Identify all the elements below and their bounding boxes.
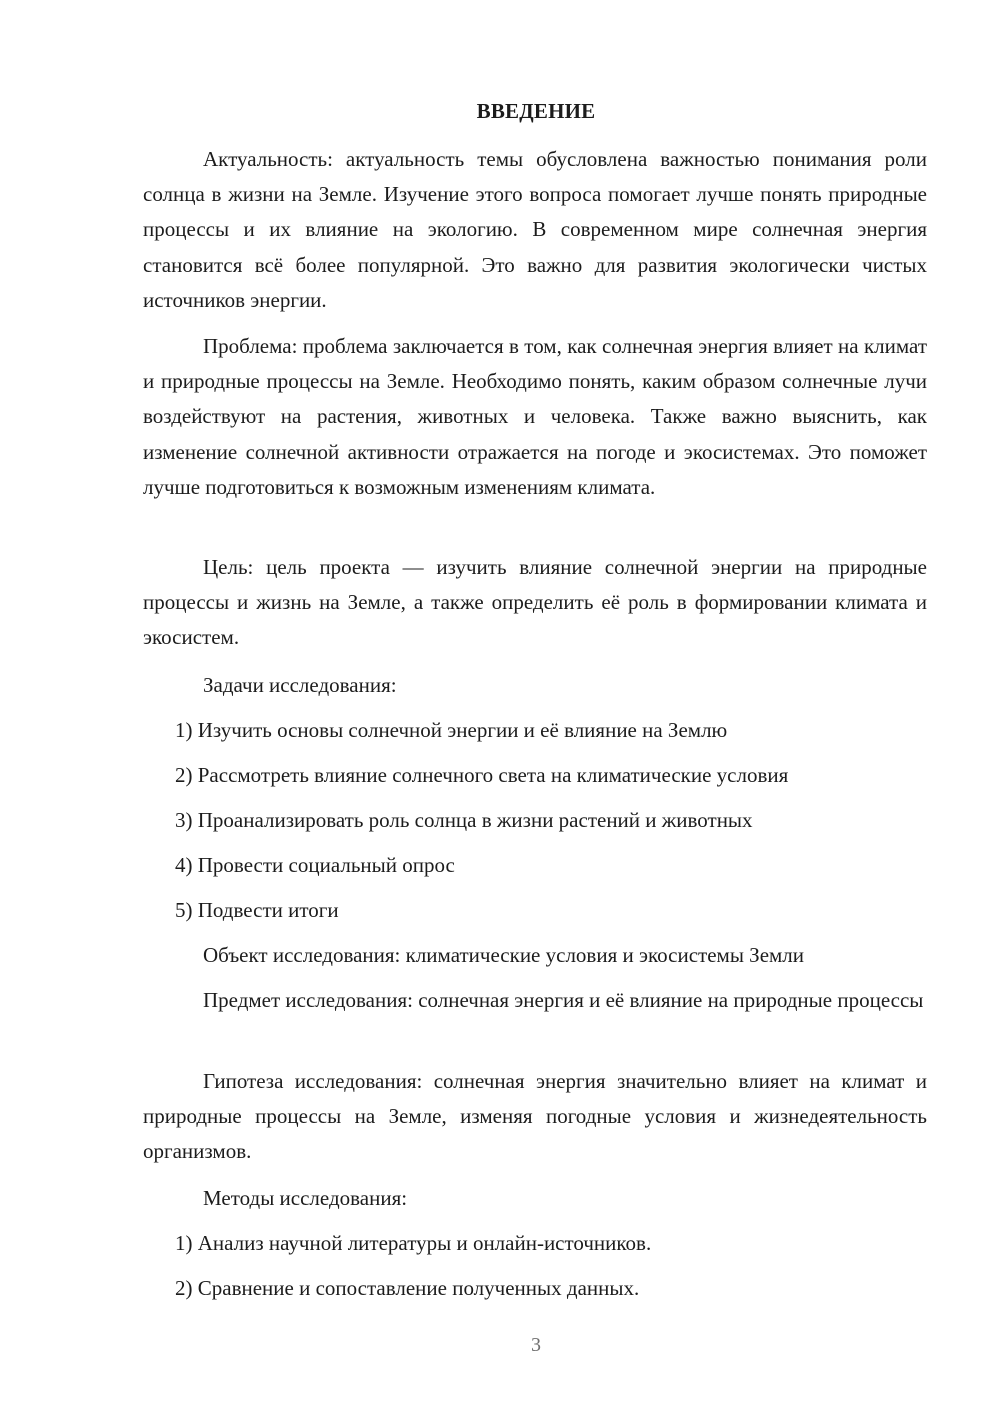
goal-paragraph: Цель: цель проекта — изучить влияние солнечной энергии на природные процессы и жизнь на Земле, а также определить её роль в формировании климата и экосистем. [143,555,927,650]
task-item: 5) Подвести итоги [175,898,339,922]
tasks-heading: Задачи исследования: [203,673,397,697]
page-number: 3 [531,1334,541,1356]
hypothesis-paragraph: Гипотеза исследования: солнечная энергия значительно влияет на климат и природные процессы на Земле, изменяя погодные условия и жизнедеятельность организмов. [143,1069,927,1164]
problem-paragraph: Проблема: проблема заключается в том, как солнечная энергия влияет на климат и природные процессы на Земле. Необходимо понять, каким образом солнечные лучи воздействуют на растения, животных и человека. Также важно выяснить, как изменение солнечной активности отражается на погоде и экосистемах. Это поможет лучше подготовиться к возможным изменениям климата. [143,334,927,499]
section-title: ВВЕДЕНИЕ [476,99,596,123]
relevance-paragraph: Актуальность: актуальность темы обусловлена важностью понимания роли солнца в жизни на Земле. Изучение этого вопроса помогает лучше понять природные процессы и их влияние на экологию. В современном мире солнечная энергия становится всё более популярной. Это важно для развития экологически чистых источников энергии. [143,147,927,312]
task-item: 4) Провести социальный опрос [175,853,455,877]
method-item: 2) Сравнение и сопоставление полученных данных. [175,1276,640,1300]
method-item: 1) Анализ научной литературы и онлайн-источников. [175,1231,652,1255]
task-item: 1) Изучить основы солнечной энергии и её влияние на Землю [175,718,728,742]
task-item: 3) Проанализировать роль солнца в жизни растений и животных [175,808,753,832]
research-subject: Предмет исследования: солнечная энергия и её влияние на природные процессы [203,988,924,1012]
research-object: Объект исследования: климатические условия и экосистемы Земли [203,943,805,967]
task-item: 2) Рассмотреть влияние солнечного света на климатические условия [175,763,789,787]
methods-heading: Методы исследования: [203,1186,408,1210]
